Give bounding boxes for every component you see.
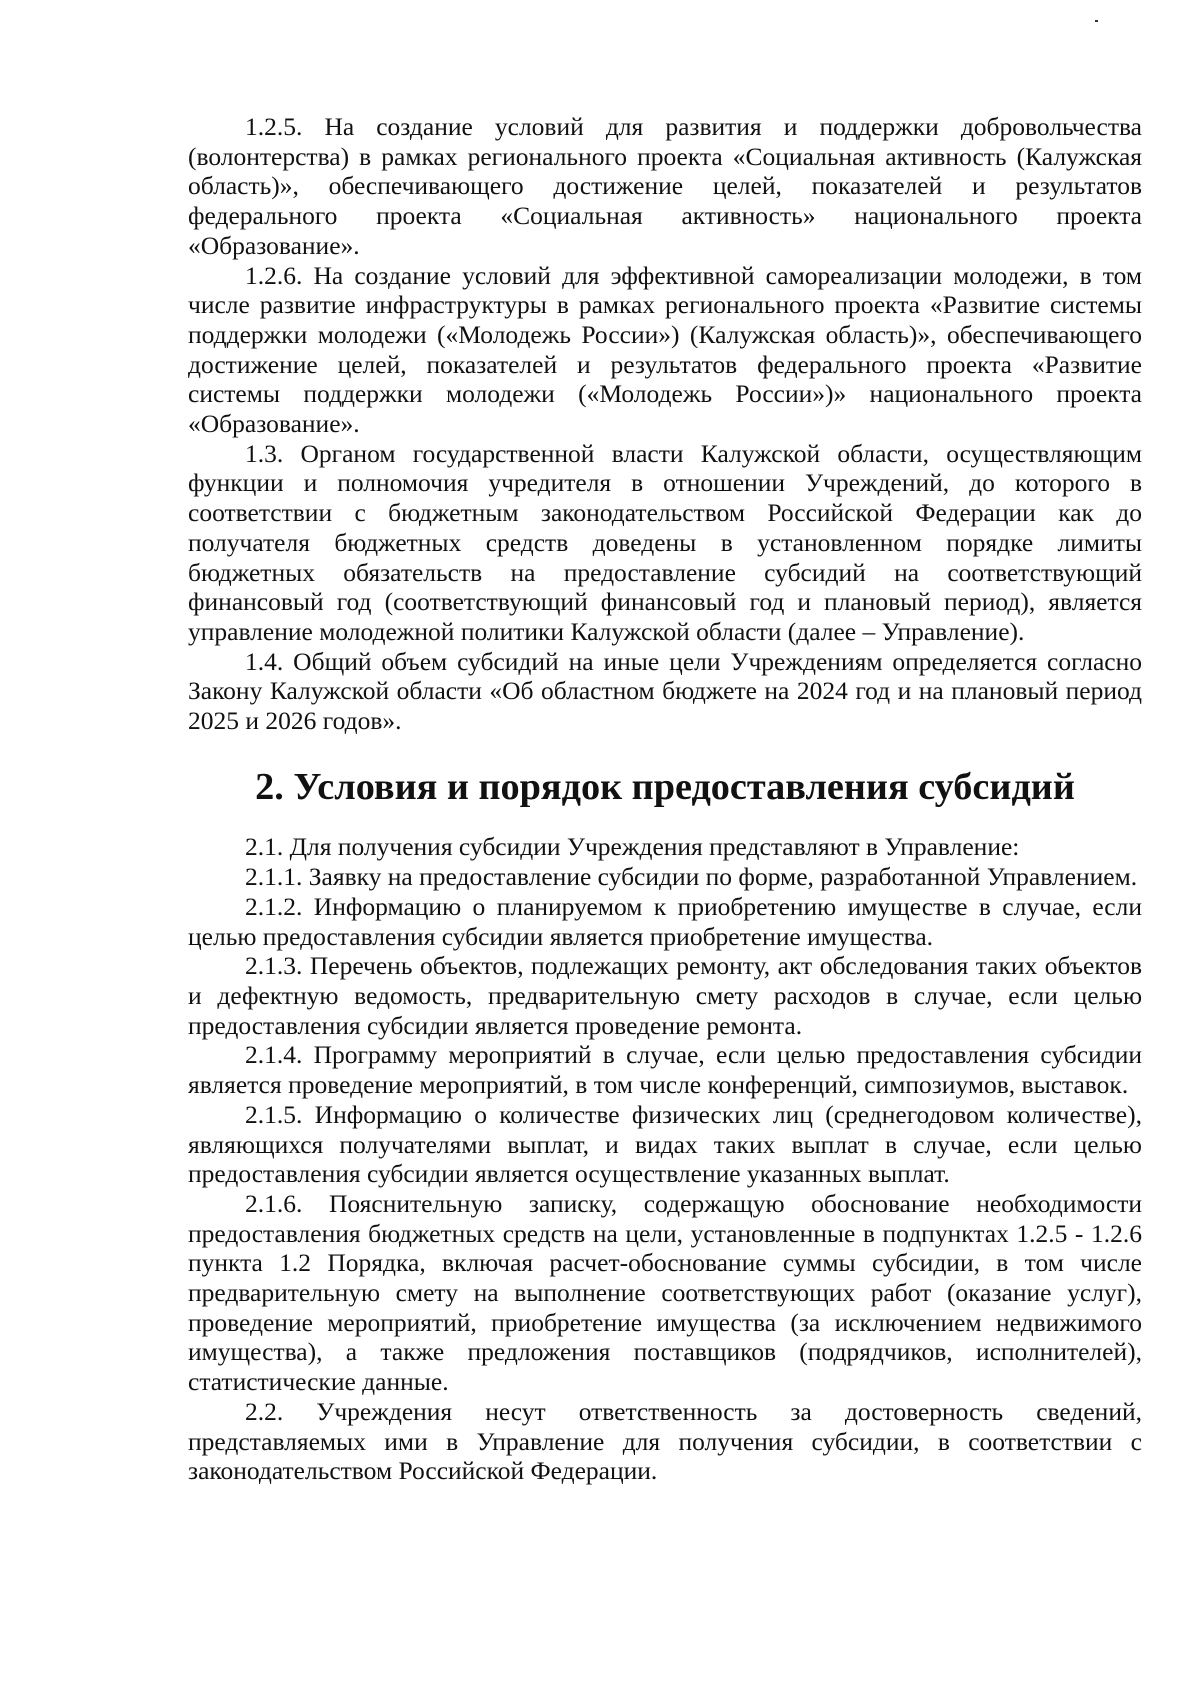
scan-speck bbox=[1095, 20, 1098, 22]
paragraph-2-1-1: 2.1.1. Заявку на предоставление субсидии по форме, разработанной Управлением. bbox=[245, 862, 1138, 892]
paragraph-1-2-6: 1.2.6. На создание условий для эффективной самореализации молодежи, в том числе развитие инфраструктуры в рамках регионального проекта «Развитие системы поддержки молодежи («Молодежь России») (Калужская область)», обеспечивающего достижение целей, показателей и результатов федерального проекта «Развитие системы поддержки молодежи («Молодежь России»)» национального проекта «Образование». bbox=[188, 260, 1142, 439]
paragraph-2-1-5: 2.1.5. Информацию о количестве физических лиц (среднегодовом количестве), являющихся получателями выплат, и видах таких выплат в случае, если целью предоставления субсидии является осуществление указанных выплат. bbox=[188, 1099, 1142, 1189]
paragraph-2-1-4: 2.1.4. Программу мероприятий в случае, если целью предоставления субсидии является проведение мероприятий, в том числе конференций, симпозиумов, выставок. bbox=[188, 1040, 1142, 1100]
paragraph-2-2: 2.2. Учреждения несут ответственность за достоверность сведений, представляемых ими в Управление для получения субсидии, в соответствии с законодательством Российской Федерации. bbox=[188, 1396, 1142, 1486]
paragraph-1-4: 1.4. Общий объем субсидий на иные цели Учреждениям определяется согласно Закону Калужской области «Об областном бюджете на 2024 год и на плановый период 2025 и 2026 годов». bbox=[188, 646, 1142, 736]
paragraph-1-2-5: 1.2.5. На создание условий для развития и поддержки добровольчества (волонтерства) в рамках регионального проекта «Социальная активность (Калужская область)», обеспечивающего достижение целей, показателей и результатов федерального проекта «Социальная активность» национального проекта «Образование». bbox=[188, 112, 1142, 260]
paragraph-2-1: 2.1. Для получения субсидии Учреждения представляют в Управление: bbox=[245, 832, 1020, 862]
paragraph-2-1-3: 2.1.3. Перечень объектов, подлежащих ремонту, акт обследования таких объектов и дефектную ведомость, предварительную смету расходов в случае, если целью предоставления субсидии является проведение ремонта. bbox=[188, 951, 1142, 1040]
paragraph-2-1-2: 2.1.2. Информацию о планируемом к приобретению имуществе в случае, если целью предоставления субсидии является приобретение имущества. bbox=[188, 891, 1142, 951]
paragraph-1-3: 1.3. Органом государственной власти Калужской области, осуществляющим функции и полномочия учредителя в отношении Учреждений, до которого в соответствии с бюджетным законодательством Российской Федерации как до получателя бюджетных средств доведены в установленном порядке лимиты бюджетных обязательств на предоставление субсидий на соответствующий финансовый год (соответствующий финансовый год и плановый период), является управление молодежной политики Калужской области (далее – Управление). bbox=[188, 438, 1142, 646]
section-2-heading: 2. Условия и порядок предоставления субсидий bbox=[255, 765, 1075, 808]
document-page bbox=[188, 112, 1142, 1486]
paragraph-2-1-6: 2.1.6. Пояснительную записку, содержащую обоснование необходимости предоставления бюджетных средств на цели, установленные в подпунктах 1.2.5 - 1.2.6 пункта 1.2 Порядка, включая расчет-обоснование суммы субсидии, в том числе предварительную смету на выполнение соответствующих работ (оказание услуг), проведение мероприятий, приобретение имущества (за исключением недвижимого имущества), а также предложения поставщиков (подрядчиков, исполнителей), статистические данные. bbox=[188, 1188, 1142, 1397]
